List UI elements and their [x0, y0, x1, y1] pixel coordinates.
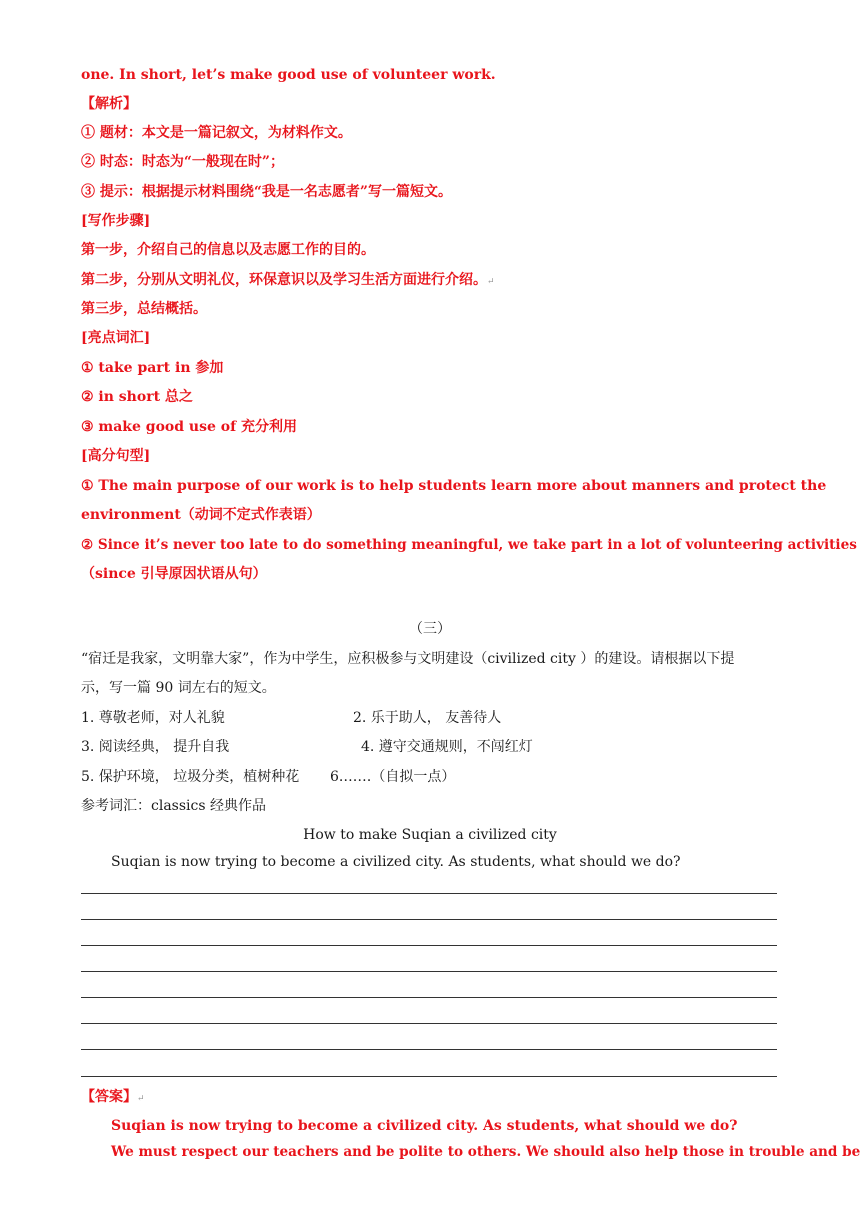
vocab-item-2: ② in short 总之	[81, 389, 193, 405]
tip-4: 4. 遵守交通规则，不闯红灯	[361, 739, 533, 755]
sentences-header: [高分句型]	[81, 448, 151, 464]
essay-opening: Suqian is now trying to become a civilized city. As students, what should we do?	[111, 854, 681, 870]
tip-2: 2. 乐于助人， 友善待人	[353, 710, 502, 726]
writing-line-3	[81, 945, 777, 946]
tip-6: 6.……（自拟一点）	[330, 769, 456, 785]
sentence-1-line-1: ① The main purpose of our work is to help students learn more about manners and protect the	[81, 478, 827, 494]
essay-title: How to make Suqian a civilized city	[303, 827, 557, 843]
paragraph-mark: ↵	[487, 277, 495, 287]
task-intro-line-2: 示，写一篇 90 词左右的短文。	[81, 680, 276, 696]
tips-row-1	[81, 709, 502, 727]
step-2: 第二步，分别从文明礼仪，环保意识以及学习生活方面进行介绍。↵	[81, 272, 495, 288]
tips-row-3	[81, 768, 456, 786]
vocab-item-3: ③ make good use of 充分利用	[81, 419, 297, 435]
writing-line-2	[81, 919, 777, 920]
analysis-continuation: one. In short, let’s make good use of volunteer work.	[81, 67, 496, 83]
writing-line-5	[81, 997, 777, 998]
analysis-point-1: ① 题材：本文是一篇记叙文，为材料作文。	[81, 125, 352, 141]
sentence-2-line-2: （since 引导原因状语从句）	[81, 566, 267, 582]
vocab-item-1: ① take part in 参加	[81, 360, 224, 376]
analysis-header: 【解析】	[81, 96, 137, 112]
step-1: 第一步，介绍自己的信息以及志愿工作的目的。	[81, 242, 375, 258]
reference-vocab: 参考词汇：classics 经典作品	[81, 798, 266, 814]
writing-line-7	[81, 1049, 777, 1050]
sentence-2-line-1: ② Since it’s never too late to do something meaningful, we take part in a lot of volunteering activities	[81, 537, 857, 553]
answer-line-1: Suqian is now trying to become a civilized city. As students, what should we do?	[111, 1118, 738, 1134]
analysis-point-2: ② 时态：时态为“一般现在时”；	[81, 154, 284, 170]
sentence-1-line-2: environment（动词不定式作表语）	[81, 507, 321, 523]
answer-header: 【答案】↵	[81, 1089, 145, 1105]
analysis-point-3: ③ 提示：根据提示材料围绕“我是一名志愿者”写一篇短文。	[81, 184, 452, 200]
tips-row-2	[81, 738, 533, 756]
writing-line-8	[81, 1076, 777, 1077]
writing-line-6	[81, 1023, 777, 1024]
tip-5: 5. 保护环境， 垃圾分类，植树种花	[81, 769, 300, 785]
writing-line-4	[81, 971, 777, 972]
answer-line-2: We must respect our teachers and be polite to others. We should also help those in trouble and be	[111, 1144, 860, 1160]
task-intro-line-1: “宿迁是我家，文明靠大家”，作为中学生，应积极参与文明建设（civilized city ）的建设。请根据以下提	[81, 651, 735, 667]
vocab-header: [亮点词汇]	[81, 330, 151, 346]
tip-1: 1. 尊敬老师，对人礼貌	[81, 710, 225, 726]
paragraph-mark: ↵	[137, 1094, 145, 1104]
task-number: （三）	[409, 621, 451, 637]
step-3: 第三步，总结概括。	[81, 301, 207, 317]
writing-line-1	[81, 893, 777, 894]
tip-3: 3. 阅读经典， 提升自我	[81, 739, 230, 755]
steps-header: [写作步骤]	[81, 213, 151, 229]
